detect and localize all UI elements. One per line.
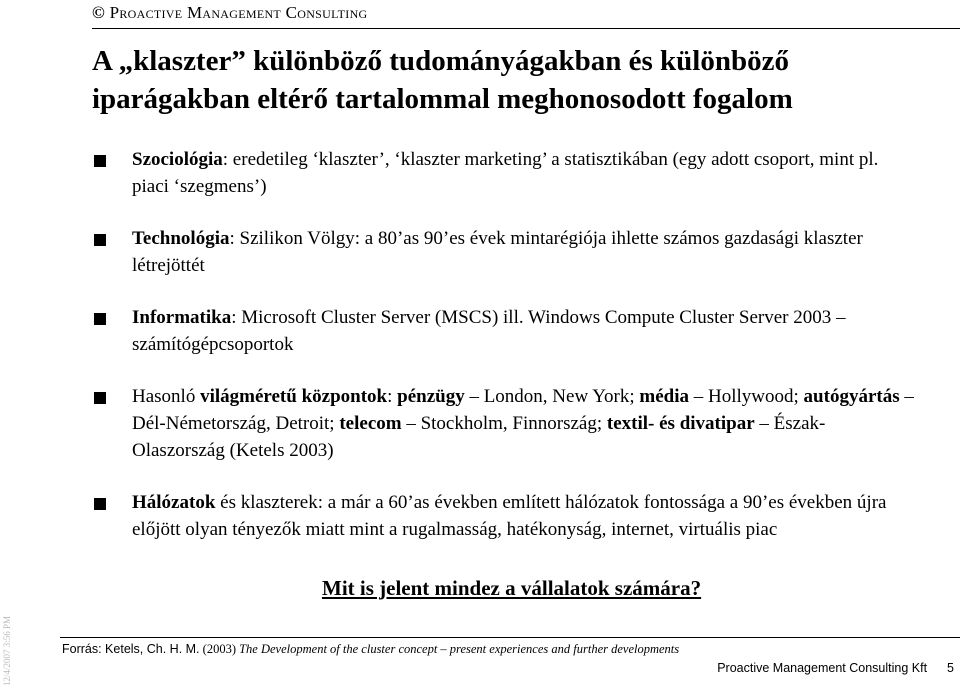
bullet-square-icon (94, 234, 106, 246)
bullet-text: – Hollywood; (689, 386, 804, 407)
title-line-2: iparágakban eltérő tartalommal meghonosodott fogalom (92, 83, 793, 115)
bullet-item-informatics (94, 304, 914, 358)
bullet-term: autógyártás (803, 386, 900, 407)
footer-company-name: Proactive Management Consulting Kft (717, 661, 928, 675)
source-citation (62, 642, 679, 657)
header-divider (92, 28, 960, 29)
bullet-term: Hálózatok (132, 492, 216, 513)
bullet-square-icon (94, 313, 106, 325)
source-author: Forrás: Ketels, Ch. H. M. (62, 642, 200, 656)
bullet-list (94, 146, 914, 543)
title-line-1: A „klaszter” különböző tudományágakban és különböző (92, 45, 789, 77)
copyright-symbol: © (92, 3, 106, 22)
source-year: (2003) (199, 642, 240, 656)
footer-company (717, 661, 954, 675)
bullet-text: – Dél-Németország, Detroit; (132, 386, 914, 434)
bullet-term: pénzügy (397, 386, 465, 407)
slide-title (92, 42, 952, 118)
bullet-term: világméretű központok (200, 386, 388, 407)
closing-question (322, 576, 701, 601)
bullet-square-icon (94, 155, 106, 167)
footer-timestamp: 12/4/2007 3:56 PM (2, 615, 12, 686)
bullet-term: telecom (339, 413, 402, 434)
bullet-text: : (387, 386, 398, 407)
bullet-term: textil- és divatipar (606, 413, 755, 434)
bullet-term: Informatika (132, 307, 232, 328)
bullet-text: és klaszterek: a már a 60’as években említett hálózatok fontossága a 90’es években újra előjött olyan tényezők miatt mint a rugalmasság, hatékonyság, internet, virtuális piac (132, 492, 887, 540)
bullet-text: : eredetileg ‘klaszter’, ‘klaszter marketing’ a statisztikában (egy adott csoport, mint pl. piaci ‘szegmens’) (132, 149, 879, 197)
bullet-term: Technológia (132, 228, 230, 249)
bullet-item-sociology (94, 146, 914, 200)
bullet-square-icon (94, 498, 106, 510)
source-title: The Development of the cluster concept – present experiences and further developments (239, 642, 680, 656)
question-text: Mit is jelent mindez a vállalatok számára? (322, 576, 702, 600)
bullet-term: média (639, 386, 690, 407)
bullet-text: : Szilikon Völgy: a 80’as 90’es évek mintarégiója ihlette számos gazdasági klaszter létrejöttét (132, 228, 863, 276)
bullet-text: – London, New York; (464, 386, 640, 407)
bullet-item-networks (94, 489, 914, 543)
bullet-text: – Stockholm, Finnország; (401, 413, 607, 434)
bullet-item-global-centers (94, 383, 914, 464)
bullet-text: Hasonló (132, 386, 201, 407)
page-number: 5 (947, 661, 954, 675)
bullet-term: Szociológia (132, 149, 223, 170)
header-company (92, 3, 368, 23)
bullet-text: – Észak-Olaszország (Ketels 2003) (132, 413, 826, 461)
bullet-item-technology (94, 225, 914, 279)
bullet-square-icon (94, 392, 106, 404)
footer-divider (60, 637, 960, 638)
bullet-text: : Microsoft Cluster Server (MSCS) ill. Windows Compute Cluster Server 2003 – számítógépcsoportok (132, 307, 846, 355)
header-company-name: Proactive Management Consulting (109, 3, 368, 22)
